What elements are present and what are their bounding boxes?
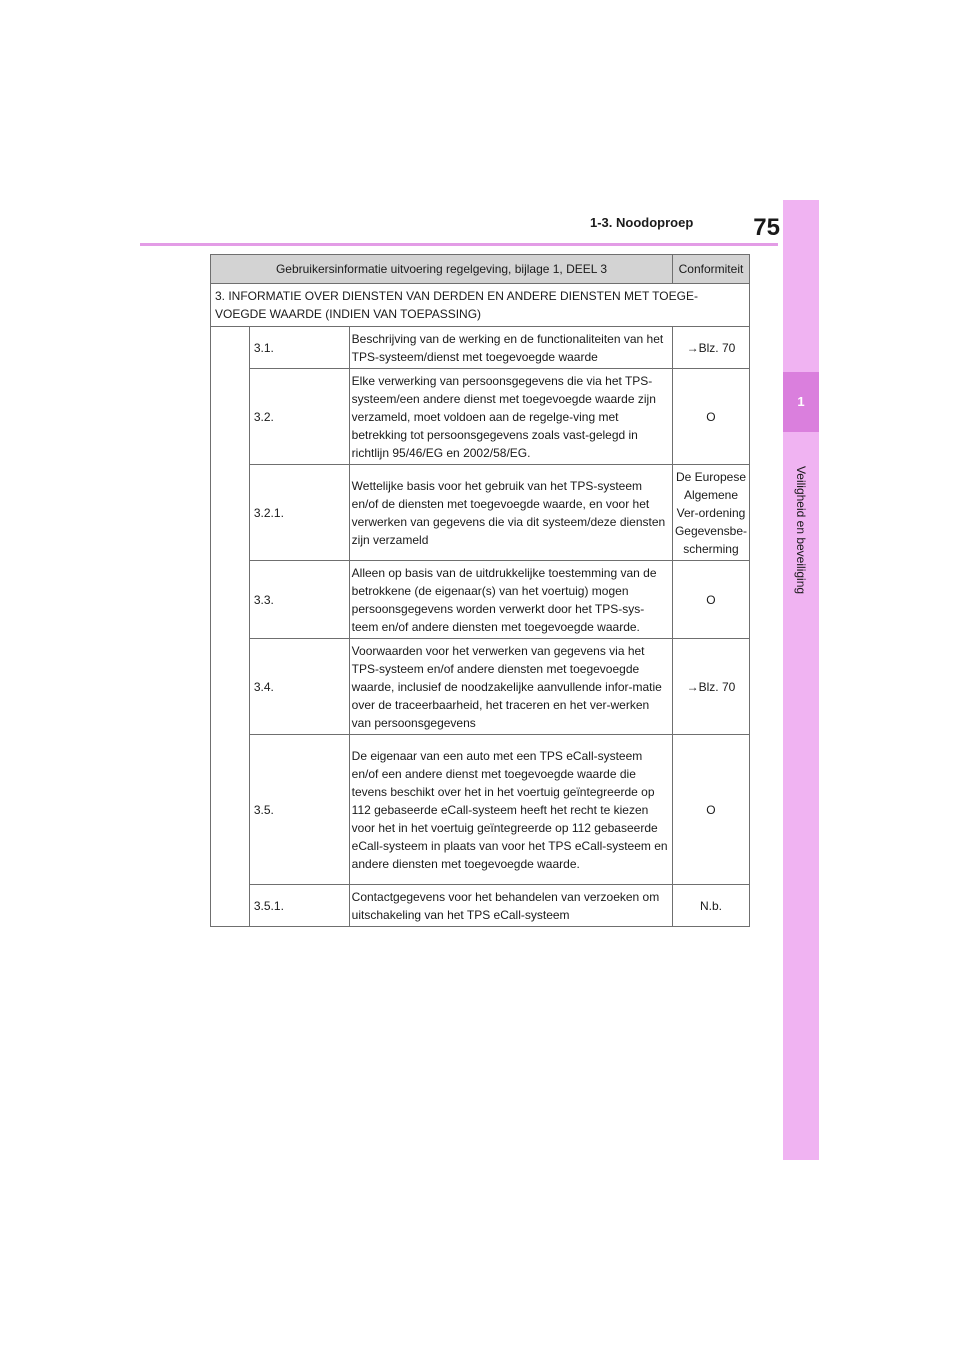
row-conformity: O <box>672 561 749 639</box>
section-heading: 3. INFORMATIE OVER DIENSTEN VAN DERDEN EN ANDERE DIENSTEN MET TOEGE-VOEGDE WAARDE (INDIEN VAN TOEPASSING) <box>211 284 750 327</box>
table-row <box>211 561 750 639</box>
row-number: 3.3. <box>249 561 349 639</box>
table-section-row <box>211 284 750 327</box>
row-conformity: →Blz. 70 <box>672 327 749 369</box>
chapter-number: 1 <box>783 372 819 432</box>
table-header-row <box>211 255 750 284</box>
row-description: Elke verwerking van persoonsgegevens die via het TPS-systeem/een andere dienst met toegevoegde waarde zijn verzameld, moet voldoen aan de regelge-ving met betrekking tot persoonsgegevens zoals vast-gelegd in richtlijn 95/46/EG en 2002/58/EG. <box>349 369 672 465</box>
row-description: Wettelijke basis voor het gebruik van het TPS-systeem en/of de diensten met toegevoegde waarde, en voor het verwerken van gegevens die via dit systeem/deze diensten zijn verzameld <box>349 465 672 561</box>
section-title: 1-3. Noodoproep <box>590 215 694 230</box>
table-row <box>211 735 750 885</box>
row-description: Voorwaarden voor het verwerken van gegevens via het TPS-systeem en/of andere diensten met toegevoegde waarde, inclusief de noodzakelijke aanvullende infor-matie over de traceerbaarheid, het traceren en het ver-werken van persoonsgegevens <box>349 639 672 735</box>
row-description: De eigenaar van een auto met een TPS eCall-systeem en/of een andere dienst met toegevoegde waarde die tevens beschikt over het in het voertuig geïntegreerde op 112 gebaseerde eCall-systeem heeft het recht te kiezen voor het in het voertuig geïntegreerde op 112 gebaseerde eCall-systeem in plaats van voor het TPS eCall-systeem en andere diensten met toegevoegde waarde. <box>349 735 672 885</box>
row-number: 3.5.1. <box>249 885 349 927</box>
page-number: 75 <box>753 214 780 241</box>
row-description: Beschrijving van de werking en de functionaliteiten van het TPS-systeem/dienst met toegevoegde waarde <box>349 327 672 369</box>
chapter-label: Veiligheid en beveiliging <box>794 465 808 595</box>
row-description: Alleen op basis van de uitdrukkelijke toestemming van de betrokkene (de eigenaar(s) van het voertuig) mogen persoonsgegevens worden verwerkt door het TPS-sys-teem en/of andere diensten met toegevoegde waarde. <box>349 561 672 639</box>
table-row <box>211 465 750 561</box>
row-conformity: →Blz. 70 <box>672 639 749 735</box>
row-conformity: O <box>672 369 749 465</box>
row-number: 3.1. <box>249 327 349 369</box>
row-conformity: De Europese Algemene Ver-ordening Gegevensbe-scherming <box>672 465 749 561</box>
column-header-info: Gebruikersinformatie uitvoering regelgeving, bijlage 1, DEEL 3 <box>211 255 673 284</box>
row-number: 3.2. <box>249 369 349 465</box>
indent-cell <box>211 327 250 927</box>
regulation-table <box>210 254 750 927</box>
row-conformity: O <box>672 735 749 885</box>
column-header-conformity: Conformiteit <box>672 255 749 284</box>
table-row <box>211 885 750 927</box>
row-number: 3.4. <box>249 639 349 735</box>
row-number: 3.2.1. <box>249 465 349 561</box>
chapter-side-tab <box>783 200 819 1160</box>
row-number: 3.5. <box>249 735 349 885</box>
row-description: Contactgegevens voor het behandelen van verzoeken om uitschakeling van het TPS eCall-systeem <box>349 885 672 927</box>
header-divider <box>140 243 778 246</box>
table-row <box>211 327 750 369</box>
table-row <box>211 639 750 735</box>
table-row <box>211 369 750 465</box>
row-conformity: N.b. <box>672 885 749 927</box>
